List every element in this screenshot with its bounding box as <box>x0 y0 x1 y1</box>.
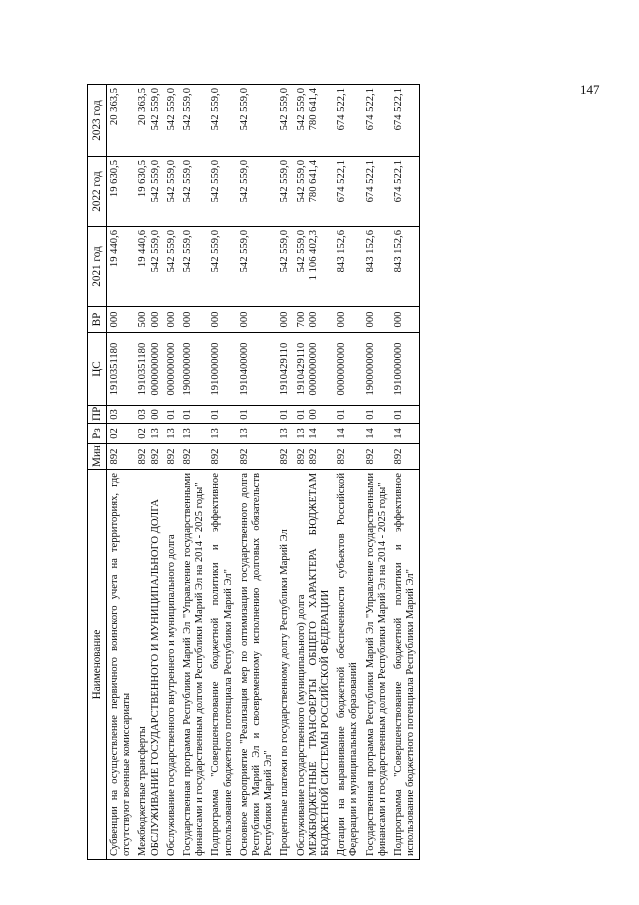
cell-value: 14 <box>307 428 319 439</box>
cell-value: 674 522,1 <box>336 88 348 131</box>
cell-y2022 <box>277 157 293 227</box>
cell-name <box>294 470 335 860</box>
cell-value: 1910429110 <box>279 342 291 396</box>
cell-value: 780 641,4 <box>307 88 319 131</box>
cell-y2021 <box>391 227 420 307</box>
cell-value: 542 559,0 <box>295 160 307 203</box>
row-name: МЕЖБЮДЖЕТНЫЕ ТРАНСФЕРТЫ ОБЩЕГО ХАРАКТЕРА БЮДЖЕТАМ БЮДЖЕТНОЙ СИСТЕМЫ РОССИЙСКОЙ ФЕДЕРАЦИИ <box>307 473 332 856</box>
row-name: Процентные платежи по государственному долгу Республики Марий Эл <box>279 529 291 856</box>
cell-name <box>363 470 391 860</box>
cell-y2023 <box>180 85 208 157</box>
cell-min <box>391 444 420 470</box>
cell-value: 000 <box>336 311 348 328</box>
cell-name <box>164 470 180 860</box>
cell-value: 02 <box>137 428 149 439</box>
cell-value: 19 440,6 <box>137 230 149 268</box>
cell-value: 892 <box>165 448 177 465</box>
cell-y2021 <box>107 227 136 307</box>
cell-rz <box>107 424 136 444</box>
cell-y2023 <box>135 85 163 157</box>
row-name: Обслуживание государственного (муниципального) долга <box>295 594 307 856</box>
cell-value: 13 <box>149 428 161 439</box>
cell-y2023 <box>391 85 420 157</box>
cell-value: 542 559,0 <box>210 230 222 273</box>
row-name: Подпрограмма "Совершенствование бюджетной политики и эффективное использование бюджетного потенциала Республики Марий Эл" <box>210 473 234 856</box>
cell-value: 542 559,0 <box>149 230 161 273</box>
cell-value: 0000000000 <box>165 342 177 396</box>
cell-cs <box>107 333 136 406</box>
cell-value: 542 559,0 <box>165 160 177 203</box>
cell-y2022 <box>363 157 391 227</box>
cell-vr <box>363 307 391 333</box>
cell-y2021 <box>363 227 391 307</box>
cell-name <box>391 470 420 860</box>
cell-cs <box>391 333 420 406</box>
cell-value: 1900000000 <box>182 342 194 396</box>
cell-y2022 <box>135 157 163 227</box>
cell-rz <box>208 424 236 444</box>
cell-value: 01 <box>336 409 348 420</box>
cell-y2022 <box>294 157 335 227</box>
cell-value: 000 <box>393 311 405 328</box>
cell-vr <box>164 307 180 333</box>
row-name: Дотации на выравнивание бюджетной обеспеченности субъектов Российской Федерации и муниципальных образований <box>336 473 360 856</box>
cell-y2022 <box>107 157 136 227</box>
cell-value: 542 559,0 <box>165 88 177 131</box>
row-name: Государственная программа Республики Марий Эл "Управление государственными финансами и государственным долгом Республики Марий Эл на 2014 - 2025 годы" <box>182 473 206 856</box>
cell-min <box>294 444 335 470</box>
header-pr: ПР <box>88 406 107 424</box>
cell-min <box>334 444 362 470</box>
cell-value: 1910351180 <box>109 342 120 396</box>
cell-pr <box>363 406 391 424</box>
cell-value: 542 559,0 <box>279 88 291 131</box>
cell-value: 892 <box>307 448 319 465</box>
cell-min <box>180 444 208 470</box>
cell-value: 674 522,1 <box>364 88 376 131</box>
cell-value: 542 559,0 <box>295 230 307 273</box>
cell-value: 1910400000 <box>238 342 250 396</box>
cell-value: 892 <box>364 448 376 465</box>
cell-value: 01 <box>182 409 194 420</box>
cell-y2022 <box>164 157 180 227</box>
cell-value: 01 <box>364 409 376 420</box>
cell-min <box>164 444 180 470</box>
table-row <box>164 85 180 860</box>
cell-name <box>180 470 208 860</box>
cell-vr <box>208 307 236 333</box>
header-vr: ВР <box>88 307 107 333</box>
cell-min <box>277 444 293 470</box>
cell-rz <box>180 424 208 444</box>
cell-value: 892 <box>109 448 120 465</box>
cell-cs <box>363 333 391 406</box>
header-cs: ЦС <box>88 333 107 406</box>
cell-value: 542 559,0 <box>279 160 291 203</box>
cell-y2022 <box>180 157 208 227</box>
table-row <box>180 85 208 860</box>
cell-value: 000 <box>109 311 120 328</box>
cell-y2022 <box>237 157 278 227</box>
cell-value: 1910429110 <box>295 342 307 396</box>
cell-name <box>277 470 293 860</box>
cell-y2023 <box>294 85 335 157</box>
cell-rz <box>277 424 293 444</box>
cell-value: 00 <box>149 409 161 420</box>
cell-value: 02 <box>109 428 120 439</box>
cell-value: 01 <box>295 409 307 420</box>
cell-vr <box>180 307 208 333</box>
cell-value: 000 <box>182 311 194 328</box>
cell-vr <box>135 307 163 333</box>
cell-cs <box>277 333 293 406</box>
cell-value: 892 <box>336 448 348 465</box>
cell-pr <box>135 406 163 424</box>
cell-cs <box>180 333 208 406</box>
cell-value: 13 <box>165 428 177 439</box>
table-row <box>334 85 362 860</box>
cell-value: 542 559,0 <box>295 88 307 131</box>
table-row <box>208 85 236 860</box>
cell-y2021 <box>334 227 362 307</box>
cell-pr <box>208 406 236 424</box>
cell-min <box>237 444 278 470</box>
cell-y2021 <box>294 227 335 307</box>
cell-value: 892 <box>137 448 149 465</box>
table-header-row <box>88 85 107 860</box>
cell-y2023 <box>237 85 278 157</box>
cell-vr <box>334 307 362 333</box>
row-name: Основное мероприятие "Реализация мер по оптимизации государственного долга Республики Марий Эл и своевременному исполнению долговых обязательств Республики Марий Эл" <box>238 473 275 856</box>
cell-value: 13 <box>238 428 250 439</box>
cell-y2023 <box>208 85 236 157</box>
cell-vr <box>237 307 278 333</box>
cell-value: 892 <box>279 448 291 465</box>
table-row <box>107 85 136 860</box>
cell-value: 13 <box>295 428 307 439</box>
cell-value: 14 <box>336 428 348 439</box>
cell-y2022 <box>208 157 236 227</box>
cell-name <box>107 470 136 860</box>
cell-vr <box>107 307 136 333</box>
cell-value: 892 <box>182 448 194 465</box>
cell-y2021 <box>208 227 236 307</box>
cell-rz <box>391 424 420 444</box>
cell-cs <box>208 333 236 406</box>
cell-name <box>135 470 163 860</box>
cell-cs <box>334 333 362 406</box>
cell-pr <box>294 406 335 424</box>
cell-value: 500 <box>137 311 149 328</box>
cell-value: 19 440,6 <box>109 230 120 268</box>
cell-value: 843 152,6 <box>364 230 376 273</box>
cell-value: 1910000000 <box>393 342 405 396</box>
cell-value: 0000000000 <box>336 342 348 396</box>
table-row <box>135 85 163 860</box>
cell-y2021 <box>164 227 180 307</box>
cell-y2021 <box>237 227 278 307</box>
row-name: Обслуживание государственного внутреннего и муниципального долга <box>165 534 177 856</box>
row-name: Подпрограмма "Совершенствование бюджетной политики и эффективное использование бюджетного потенциала Республики Марий Эл" <box>393 473 417 856</box>
cell-y2023 <box>334 85 362 157</box>
cell-value: 000 <box>307 311 319 328</box>
cell-value: 14 <box>393 428 405 439</box>
row-name: Межбюджетные трансферты <box>137 726 149 856</box>
row-name: ОБСЛУЖИВАНИЕ ГОСУДАРСТВЕННОГО И МУНИЦИПАЛЬНОГО ДОЛГА <box>149 499 161 856</box>
cell-rz <box>237 424 278 444</box>
cell-value: 542 559,0 <box>210 160 222 203</box>
cell-y2021 <box>135 227 163 307</box>
header-2021: 2021 год <box>88 227 107 307</box>
row-name: Субвенции на осуществление первичного воинского учета на территориях, где отсутствуют военные комиссариаты <box>109 473 133 856</box>
table-row <box>294 85 335 860</box>
cell-y2023 <box>107 85 136 157</box>
cell-pr <box>107 406 136 424</box>
cell-value: 700 <box>295 311 307 328</box>
cell-value: 20 363,5 <box>137 88 149 126</box>
row-name: Государственная программа Республики Марий Эл "Управление государственными финансами и государственным долгом Республики Марий Эл на 2014 - 2025 годы" <box>364 473 388 856</box>
cell-min <box>208 444 236 470</box>
cell-pr <box>164 406 180 424</box>
cell-min <box>107 444 136 470</box>
cell-name <box>237 470 278 860</box>
cell-rz <box>334 424 362 444</box>
cell-value: 542 559,0 <box>238 88 250 131</box>
cell-value: 1 106 402,3 <box>307 230 319 281</box>
table-row <box>237 85 278 860</box>
cell-rz <box>294 424 335 444</box>
cell-min <box>135 444 163 470</box>
cell-pr <box>391 406 420 424</box>
cell-value: 03 <box>137 409 149 420</box>
cell-value: 542 559,0 <box>210 88 222 131</box>
cell-value: 0000000000 <box>307 342 319 396</box>
cell-value: 1900000000 <box>364 342 376 396</box>
cell-value: 892 <box>295 448 307 465</box>
cell-value: 542 559,0 <box>182 230 194 273</box>
cell-value: 542 559,0 <box>182 160 194 203</box>
cell-value: 13 <box>182 428 194 439</box>
cell-value: 674 522,1 <box>393 88 405 131</box>
cell-value: 01 <box>238 409 250 420</box>
cell-value: 01 <box>210 409 222 420</box>
cell-value: 01 <box>165 409 177 420</box>
page-number: 147 <box>580 82 600 97</box>
cell-value: 843 152,6 <box>393 230 405 273</box>
cell-cs <box>237 333 278 406</box>
cell-value: 13 <box>210 428 222 439</box>
cell-value: 000 <box>238 311 250 328</box>
cell-value: 892 <box>149 448 161 465</box>
cell-pr <box>277 406 293 424</box>
header-2023: 2023 год <box>88 85 107 157</box>
cell-value: 542 559,0 <box>149 88 161 131</box>
cell-value: 674 522,1 <box>393 160 405 203</box>
cell-y2022 <box>391 157 420 227</box>
cell-value: 13 <box>279 428 291 439</box>
cell-value: 000 <box>210 311 222 328</box>
cell-y2021 <box>277 227 293 307</box>
cell-y2023 <box>277 85 293 157</box>
cell-name <box>334 470 362 860</box>
cell-name <box>208 470 236 860</box>
cell-value: 542 559,0 <box>182 88 194 131</box>
cell-value: 542 559,0 <box>149 160 161 203</box>
header-rz: Рз <box>88 424 107 444</box>
cell-value: 780 641,4 <box>307 160 319 203</box>
header-min: Мин <box>88 444 107 470</box>
cell-value: 0000000000 <box>149 342 161 396</box>
cell-value: 674 522,1 <box>336 160 348 203</box>
cell-value: 000 <box>149 311 161 328</box>
cell-y2023 <box>363 85 391 157</box>
header-name: Наименование <box>88 470 107 860</box>
cell-y2022 <box>334 157 362 227</box>
table-row <box>277 85 293 860</box>
cell-rz <box>363 424 391 444</box>
cell-value: 1910000000 <box>210 342 222 396</box>
cell-value: 892 <box>238 448 250 465</box>
cell-value: 19 630,5 <box>137 160 149 198</box>
rotated-page-content <box>87 85 552 860</box>
cell-cs <box>164 333 180 406</box>
cell-value: 892 <box>210 448 222 465</box>
cell-vr <box>391 307 420 333</box>
cell-value: 1910351180 <box>137 342 149 396</box>
cell-value: 01 <box>393 409 405 420</box>
header-2022: 2022 год <box>88 157 107 227</box>
cell-value: 19 630,5 <box>109 160 120 198</box>
cell-rz <box>135 424 163 444</box>
cell-value: 542 559,0 <box>165 230 177 273</box>
cell-pr <box>237 406 278 424</box>
cell-min <box>363 444 391 470</box>
cell-value: 03 <box>109 409 120 420</box>
cell-value: 843 152,6 <box>336 230 348 273</box>
cell-value: 01 <box>279 409 291 420</box>
cell-value: 000 <box>165 311 177 328</box>
cell-y2023 <box>164 85 180 157</box>
cell-value: 000 <box>364 311 376 328</box>
budget-table <box>87 84 420 860</box>
cell-value: 00 <box>307 409 319 420</box>
table-row <box>363 85 391 860</box>
cell-value: 542 559,0 <box>238 160 250 203</box>
cell-value: 674 522,1 <box>364 160 376 203</box>
cell-value: 542 559,0 <box>279 230 291 273</box>
cell-value: 000 <box>279 311 291 328</box>
cell-value: 20 363,5 <box>109 88 120 126</box>
cell-value: 542 559,0 <box>238 230 250 273</box>
cell-rz <box>164 424 180 444</box>
cell-cs <box>294 333 335 406</box>
table-row <box>391 85 420 860</box>
cell-vr <box>294 307 335 333</box>
cell-value: 14 <box>364 428 376 439</box>
cell-value: 892 <box>393 448 405 465</box>
cell-cs <box>135 333 163 406</box>
cell-pr <box>334 406 362 424</box>
cell-vr <box>277 307 293 333</box>
cell-y2021 <box>180 227 208 307</box>
cell-pr <box>180 406 208 424</box>
